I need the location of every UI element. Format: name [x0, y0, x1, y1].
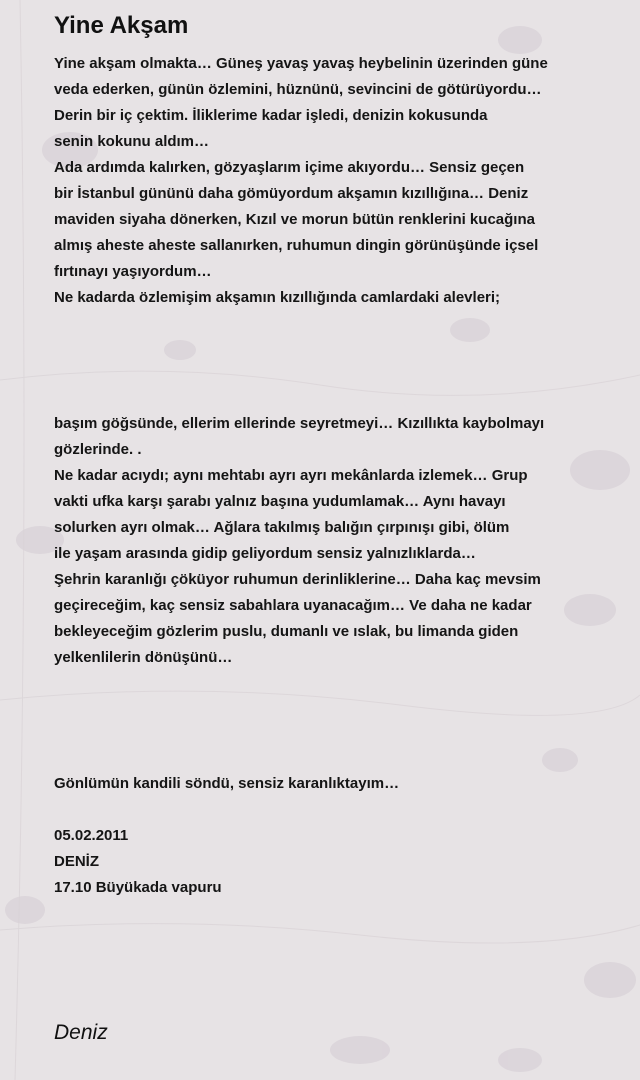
- poem-line: yelkenlilerin dönüşünü…: [54, 649, 233, 666]
- poem-line: senin kokunu aldım…: [54, 133, 210, 150]
- poem-line: vakti ufka karşı şarabı yalnız başına yudumlamak… Aynı havayı: [54, 493, 506, 510]
- poem-line: fırtınayı yaşıyordum…: [54, 263, 212, 280]
- poem-location: 17.10 Büyükada vapuru: [54, 879, 222, 896]
- poem-line: gözlerinde. .: [54, 441, 142, 458]
- poem-date: 05.02.2011: [54, 827, 129, 844]
- poem-line: maviden siyaha dönerken, Kızıl ve morun bütün renklerini kucağına: [54, 211, 535, 228]
- poem-line: Ada ardımda kalırken, gözyaşlarım içime akıyordu… Sensiz geçen: [54, 159, 525, 176]
- poem-line: Derin bir iç çektim. İliklerime kadar işledi, denizin kokusunda: [54, 107, 488, 124]
- closing-line: Gönlümün kandili söndü, sensiz karanlıktayım…: [54, 775, 400, 792]
- poem-line: bir İstanbul gününü daha gömüyordum akşamın kızıllığına… Deniz: [54, 185, 529, 202]
- author-signature: Deniz: [54, 1021, 108, 1044]
- poem-line: bekleyeceğim gözlerim puslu, dumanlı ve ıslak, bu limanda giden: [54, 623, 519, 640]
- poem-line: Yine akşam olmakta… Güneş yavaş yavaş heybelinin üzerinden güne: [54, 55, 548, 72]
- poem-line: veda ederken, günün özlemini, hüznünü, sevincini de götürüyordu…: [54, 81, 542, 98]
- author-name: DENİZ: [54, 853, 99, 870]
- poem-line: ile yaşam arasında gidip geliyordum sensiz yalnızlıklarda…: [54, 545, 476, 562]
- poem-line: almış aheste aheste sallanırken, ruhumun dingin görünüşünde içsel: [54, 237, 539, 254]
- poem-line: Ne kadarda özlemişim akşamın kızıllığında camlardaki alevleri;: [54, 289, 501, 306]
- poem-title: Yine Akşam: [54, 12, 189, 39]
- poem-line: solurken ayrı olmak… Ağlara takılmış balığın çırpınışı gibi, ölüm: [54, 519, 510, 536]
- poem-line: Ne kadar acıydı; aynı mehtabı ayrı ayrı mekânlarda izlemek… Grup: [54, 467, 528, 484]
- poem-line: başım göğsünde, ellerim ellerinde seyretmeyi… Kızıllıkta kaybolmayı: [54, 415, 545, 432]
- poem-line: Şehrin karanlığı çöküyor ruhumun derinliklerine… Daha kaç mevsim: [54, 571, 541, 588]
- poem-line: geçireceğim, kaç sensiz sabahlara uyanacağım… Ve daha ne kadar: [54, 597, 532, 614]
